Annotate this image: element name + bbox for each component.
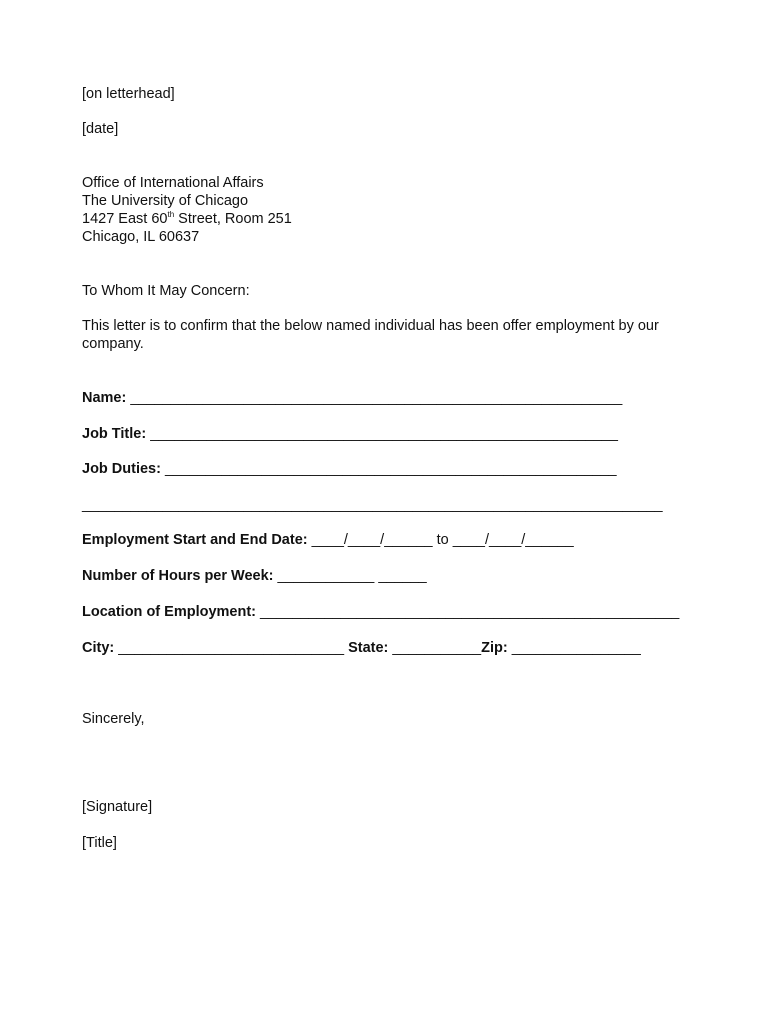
salutation: To Whom It May Concern: bbox=[82, 283, 250, 299]
location-label: Location of Employment: bbox=[82, 604, 256, 620]
address-street-rest: Street, Room 251 bbox=[174, 211, 292, 227]
employment-dates-label: Employment Start and End Date: bbox=[82, 532, 308, 548]
signature-placeholder: [Signature] bbox=[82, 799, 153, 815]
job-title-field bbox=[82, 425, 618, 443]
job-title-label: Job Title: bbox=[82, 426, 147, 442]
state-label: State: bbox=[348, 640, 389, 656]
closing: Sincerely, bbox=[82, 711, 145, 727]
city-label: City: bbox=[82, 640, 115, 656]
hours-per-week-field bbox=[82, 567, 427, 585]
city-blank: ____________________________ bbox=[114, 640, 349, 656]
job-duties-label: Job Duties: bbox=[82, 461, 161, 477]
address-line-2: The University of Chicago bbox=[82, 193, 249, 209]
zip-blank: ________________ bbox=[507, 640, 641, 656]
hours-per-week-blank: ____________ ______ bbox=[273, 568, 427, 584]
address-street-number: 1427 East 60 bbox=[82, 211, 168, 227]
name-label: Name: bbox=[82, 390, 127, 406]
hours-per-week-label: Number of Hours per Week: bbox=[82, 568, 274, 584]
employment-dates-field bbox=[82, 531, 574, 549]
job-duties-continuation: ________________________________________________________________________ bbox=[82, 497, 663, 513]
title-placeholder: [Title] bbox=[82, 835, 117, 851]
address-line-1: Office of International Affairs bbox=[82, 175, 264, 191]
name-field bbox=[82, 389, 622, 407]
location-field bbox=[82, 603, 679, 621]
job-duties-blank: ________________________________________________________ bbox=[160, 461, 617, 477]
zip-label: Zip: bbox=[481, 640, 508, 656]
date-placeholder: [date] bbox=[82, 121, 119, 137]
body-line-1: This letter is to confirm that the below named individual has been offer employment by our bbox=[82, 318, 659, 334]
city-state-zip-field bbox=[82, 639, 641, 657]
address-line-3 bbox=[82, 210, 292, 228]
location-blank: ____________________________________________________ bbox=[256, 604, 680, 620]
job-title-blank: __________________________________________________________ bbox=[146, 426, 618, 442]
address-line-4: Chicago, IL 60637 bbox=[82, 229, 200, 245]
employment-dates-blank: ____/____/______ to ____/____/______ bbox=[307, 532, 574, 548]
ordinal-suffix: th bbox=[167, 210, 175, 219]
name-blank: _____________________________________________________________ bbox=[126, 390, 623, 406]
body-line-2: company. bbox=[82, 336, 144, 352]
state-blank: ___________ bbox=[388, 640, 482, 656]
job-duties-field bbox=[82, 460, 617, 478]
letterhead-placeholder: [on letterhead] bbox=[82, 86, 175, 102]
